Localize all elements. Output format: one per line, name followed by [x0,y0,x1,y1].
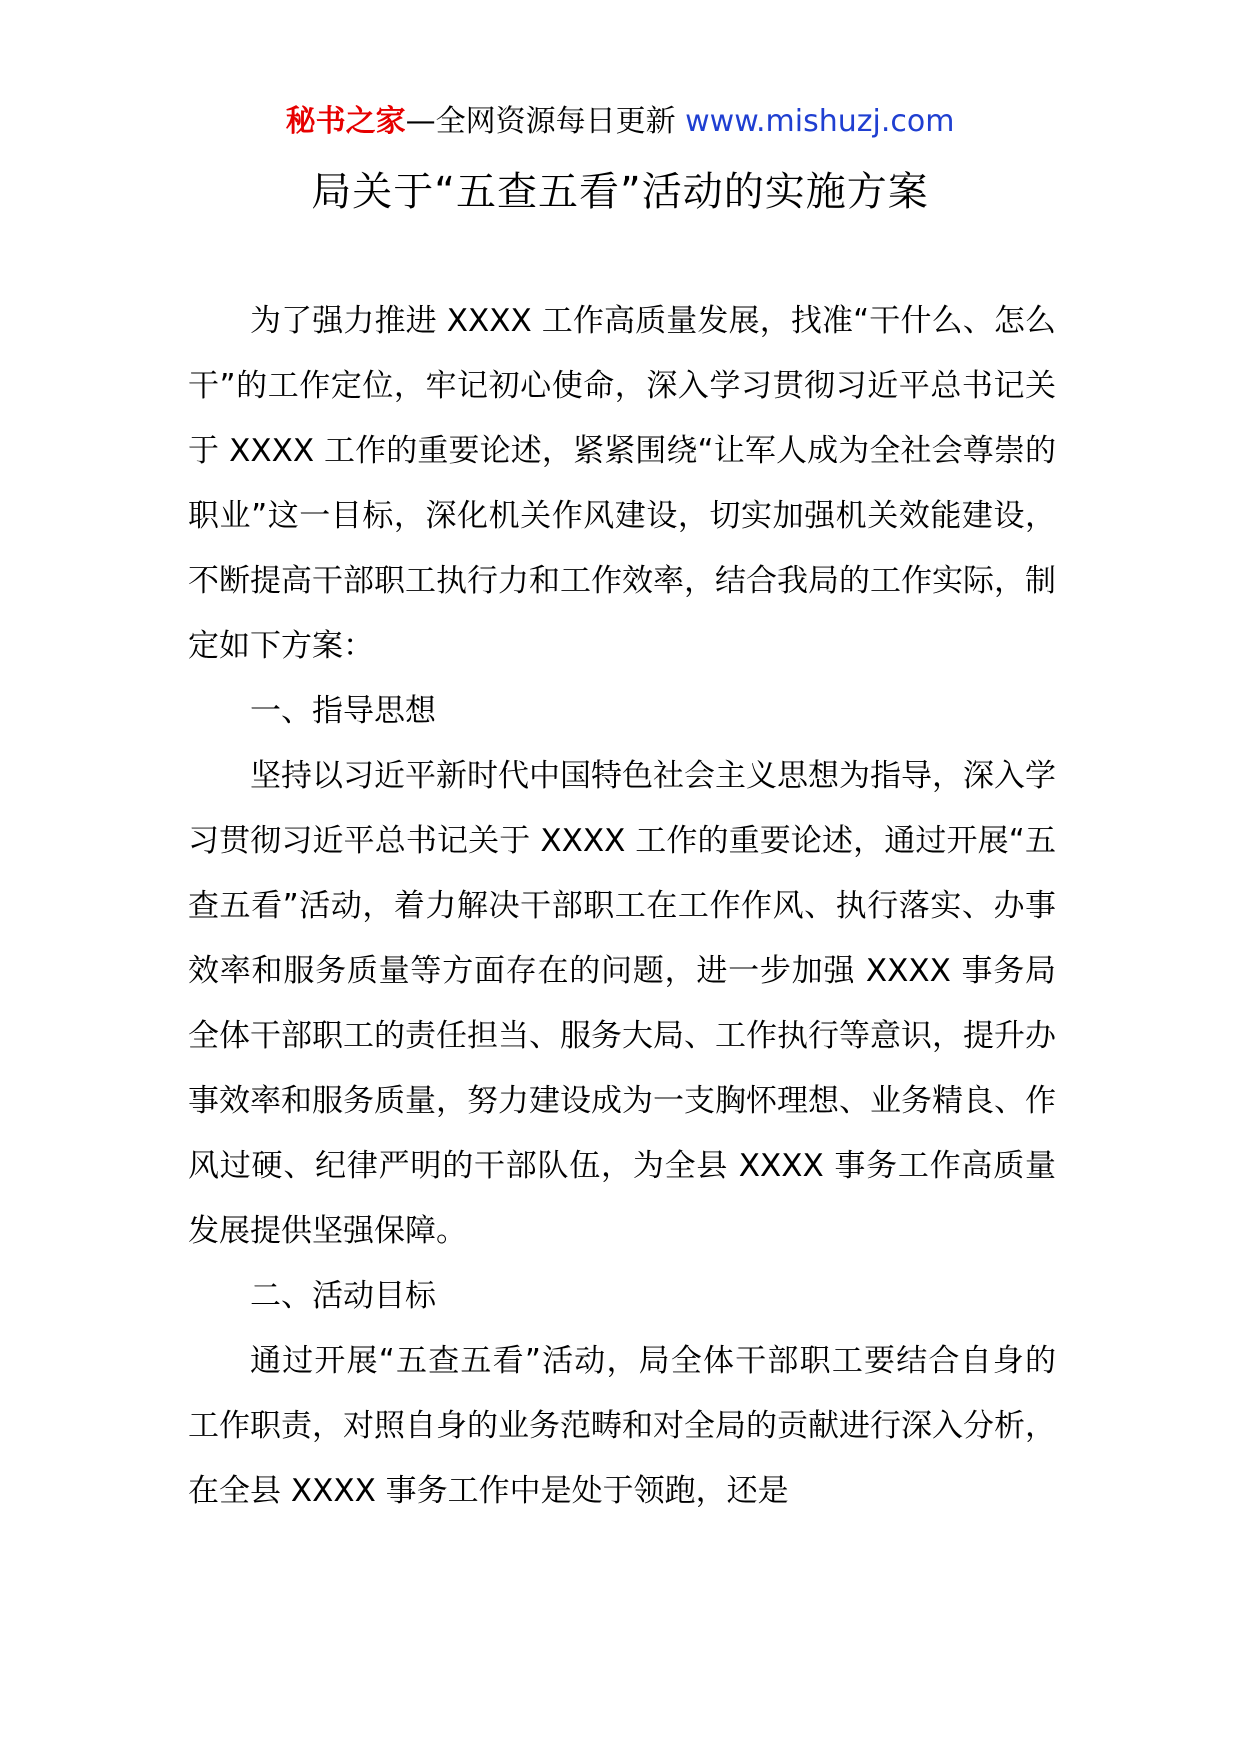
section-heading-activity-goals: 二、活动目标 [250,1278,436,1314]
document-title: 局关于“五查五看”活动的实施方案 [311,169,929,215]
site-banner [0,102,1240,142]
intro-paragraph: 为了强力推进 XXXX 工作高质量发展，找准“干什么、怎么干”的工作定位，牢记初心使命，深入学习贯彻习近平总书记关于 XXXX 工作的重要论述，紧紧围绕“让军人成为全社会尊崇的职业”这一目标，深化机关作风建设，切实加强机关效能建设，不断提高干部职工执行力和工作效率，结合我局的工作实际，制定如下方案： [188,303,1056,664]
section-heading-guiding-ideology: 一、指导思想 [250,693,436,729]
site-url-link[interactable]: www.mishuzj.com [685,104,955,139]
site-brand: 秘书之家 [285,104,406,139]
guiding-ideology-paragraph: 坚持以习近平新时代中国特色社会主义思想为指导，深入学习贯彻习近平总书记关于 XXXX 工作的重要论述，通过开展“五查五看”活动，着力解决干部职工在工作作风、执行落实、办事效率和服务质量等方面存在的问题，进一步加强 XXXX 事务局全体干部职工的责任担当、服务大局、工作执行等意识，提升办事效率和服务质量，努力建设成为一支胸怀理想、业务精良、作风过硬、纪律严明的干部队伍，为全县 XXXX 事务工作高质量发展提供坚强保障。 [188,758,1056,1249]
site-tagline: —全网资源每日更新 [405,104,686,139]
activity-goals-paragraph: 通过开展“五查五看”活动，局全体干部职工要结合自身的工作职责，对照自身的业务范畴和对全局的贡献进行深入分析，在全县 XXXX 事务工作中是处于领跑，还是 [188,1343,1056,1509]
document-body [188,289,1056,1524]
